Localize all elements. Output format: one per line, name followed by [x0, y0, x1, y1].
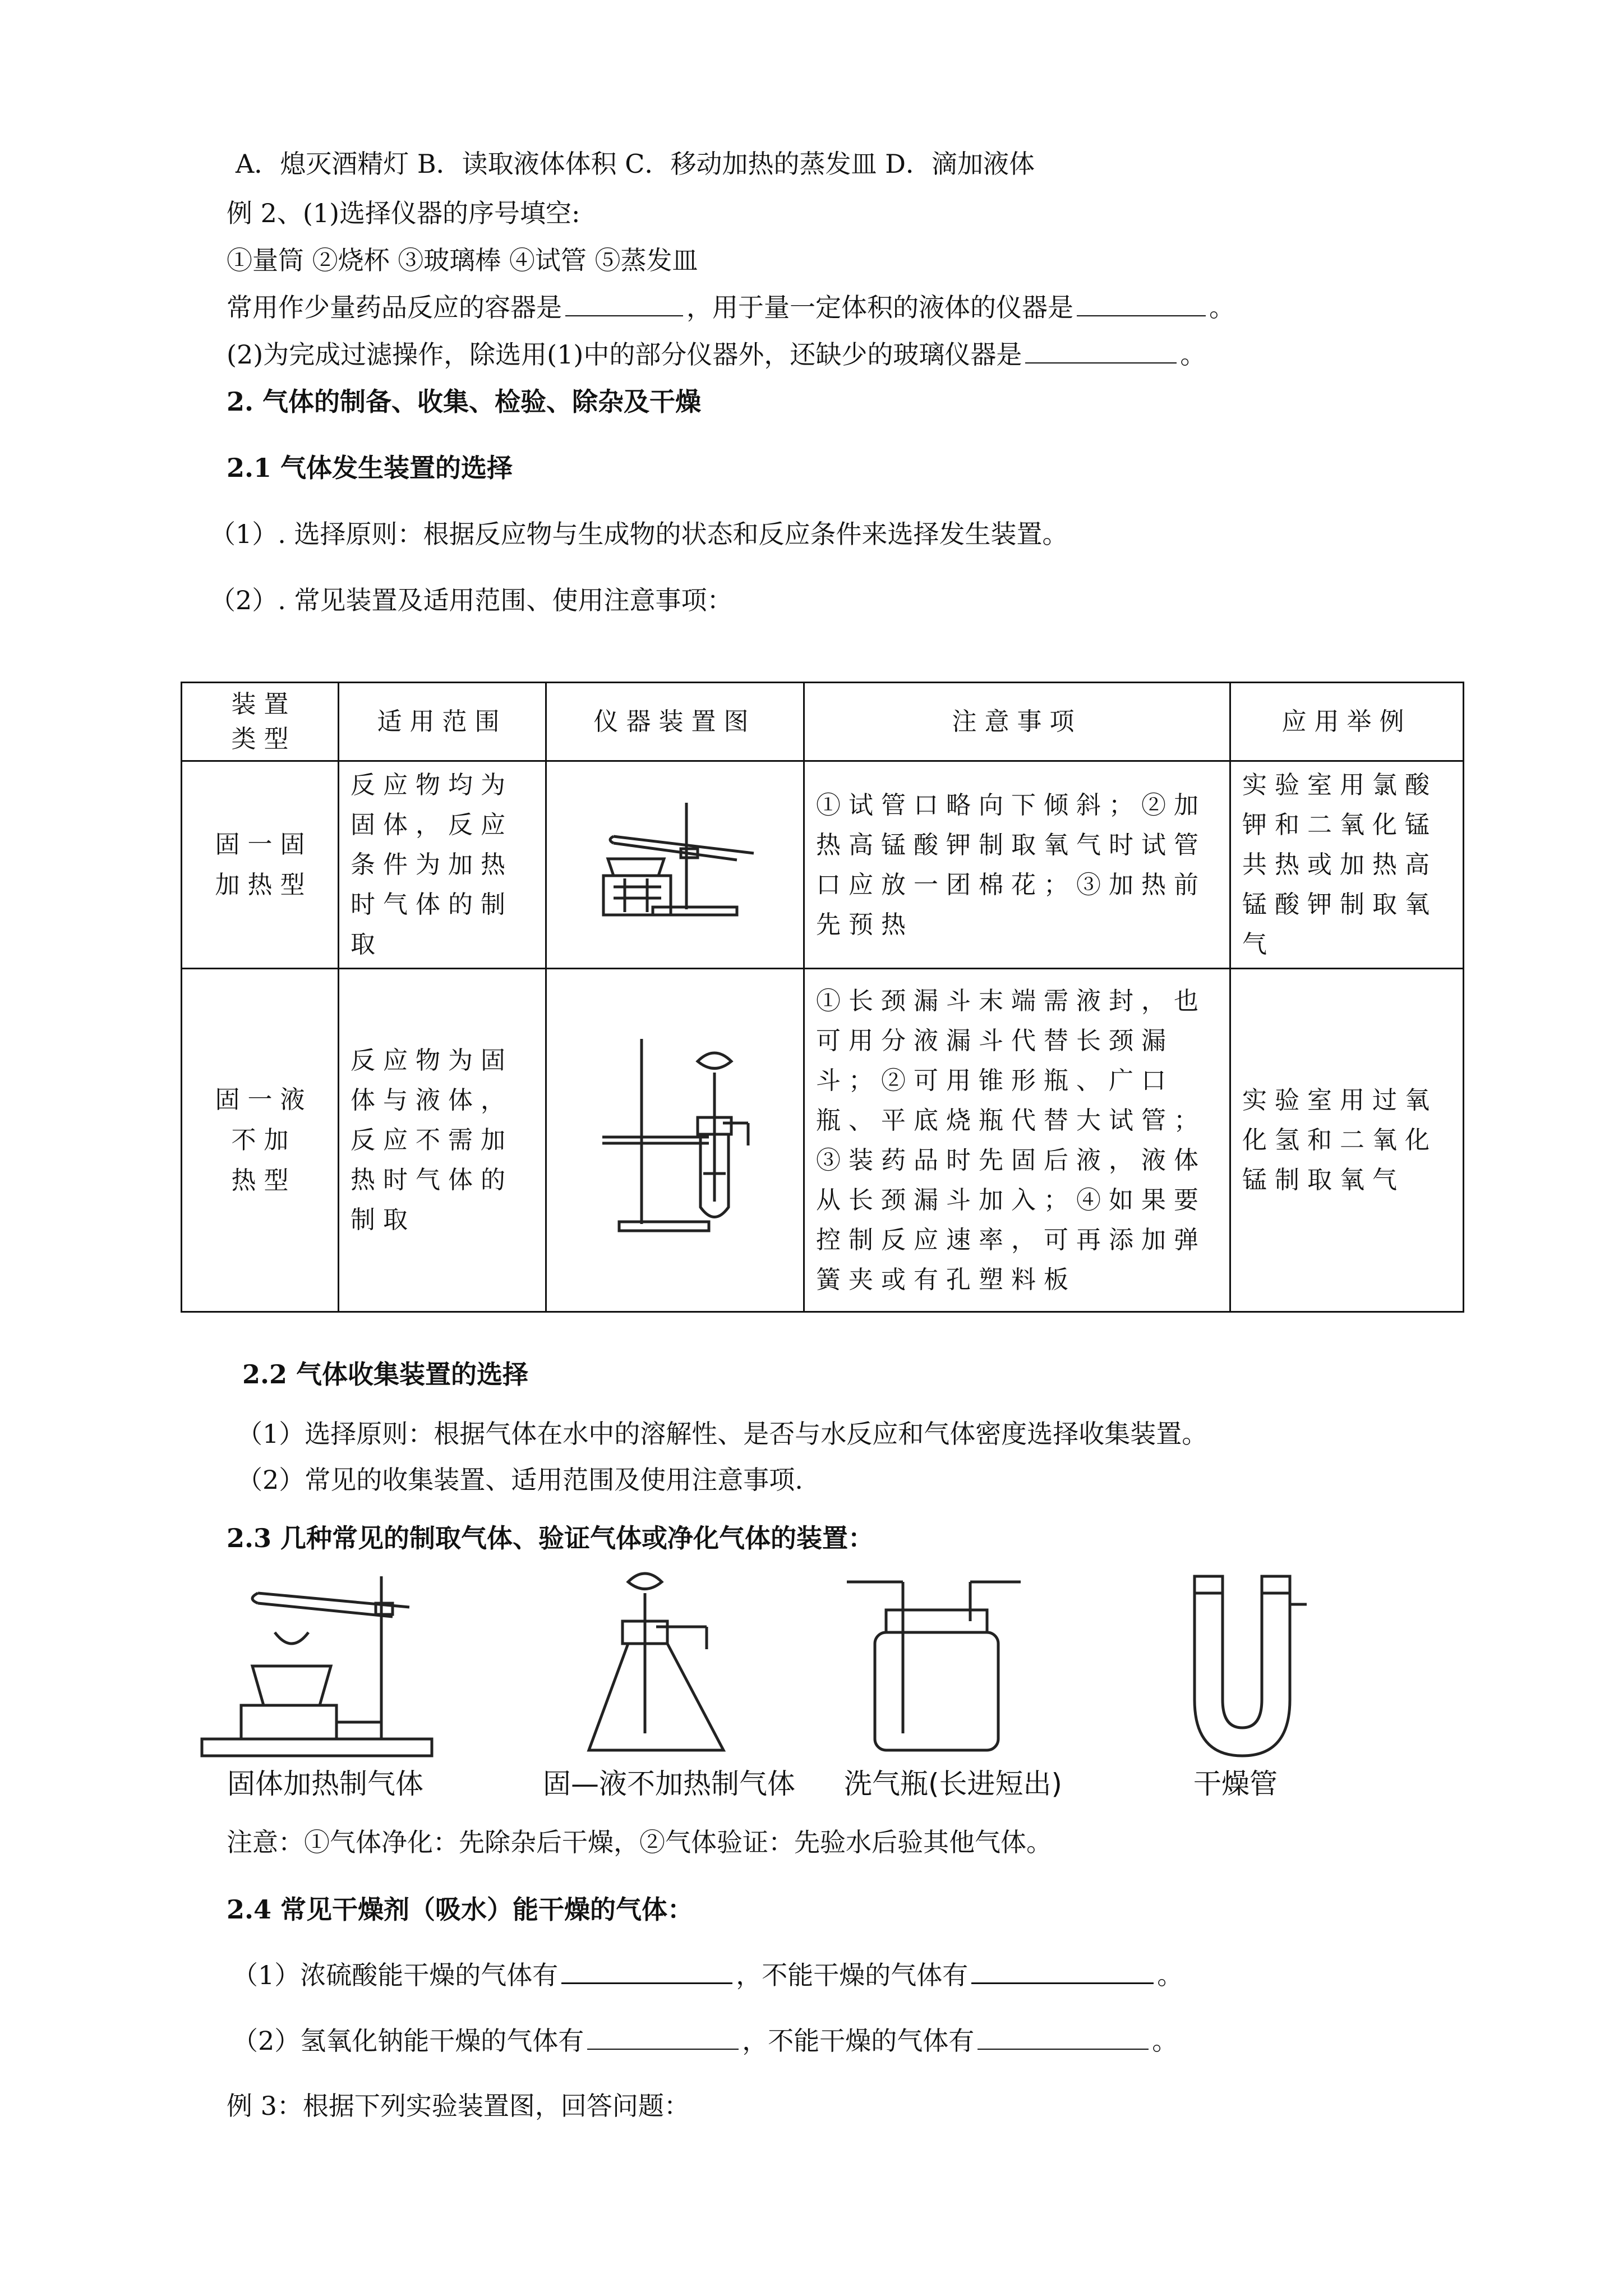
caption-solid-liquid: 固—液不加热制气体: [543, 1768, 795, 1800]
table-header-row: [182, 683, 1464, 761]
section-2-4-heading: 2.4 常见干燥剂（吸水）能干燥的气体：: [227, 1894, 694, 1925]
caption-gas-washing-bottle: 洗气瓶(长进短出): [844, 1768, 1063, 1800]
header-scope: 适用范围: [339, 683, 546, 761]
answer-blank-2[interactable]: [1077, 291, 1206, 316]
answer-blank-1[interactable]: [565, 291, 683, 316]
caption-drying-tube: 干燥管: [1193, 1768, 1278, 1800]
answer-blank-3[interactable]: [1025, 338, 1177, 364]
solid-liquid-apparatus-icon: [591, 1033, 759, 1235]
generator-device-table: [181, 682, 1464, 1313]
answer-blank-4[interactable]: [561, 1958, 732, 1984]
question-line-2: (2)为完成过滤操作，除选用(1)中的部分仪器外，还缺少的玻璃仪器是 。: [227, 338, 1206, 371]
answer-blank-7[interactable]: [978, 2024, 1149, 2050]
section-2-2-heading: 2.2 气体收集装置的选择: [242, 1359, 529, 1389]
header-figure: 仪器装置图: [546, 683, 804, 761]
solid-heating-gas-generator-icon: [196, 1565, 454, 1761]
collection-principle: （1）选择原则：根据气体在水中的溶解性、是否与水反应和气体密度选择收集装置。: [237, 1419, 1208, 1449]
sulfuric-acid-question: （1）浓硫酸能干燥的气体有 ，不能干燥的气体有 。: [232, 1958, 1183, 1992]
collection-devices-note: （2）常见的收集装置、适用范围及使用注意事项.: [237, 1465, 803, 1495]
row2-type: 固 一 液 不 加 热 型: [182, 969, 339, 1312]
row2-scope: 反应物为固体与液体，反应不需加热时气体的制取: [339, 969, 546, 1312]
row1-type: 固 一 固 加 热 型: [182, 761, 339, 969]
options-line: A．熄灭酒精灯 B．读取液体体积 C．移动加热的蒸发皿 D．滴加液体: [236, 149, 1035, 179]
answer-blank-5[interactable]: [971, 1958, 1154, 1984]
header-notes: 注意事项: [804, 683, 1230, 761]
sodium-hydroxide-question: （2）氢氧化钠能干燥的气体有 ，不能干燥的气体有 。: [232, 2024, 1178, 2058]
header-example: 应用举例: [1230, 683, 1464, 761]
header-device-type: 装 置 类 型: [182, 683, 339, 761]
row2-example: 实验室用过氧化氢和二氧化锰制取氧气: [1230, 969, 1464, 1312]
drying-tube-icon: [1178, 1565, 1312, 1761]
example2-title: 例 2、(1)选择仪器的序号填空:: [227, 198, 580, 228]
common-devices-intro: （2）. 常见装置及适用范围、使用注意事项：: [210, 585, 733, 615]
instrument-list: ①量筒 ②烧杯 ③玻璃棒 ④试管 ⑤蒸发皿: [227, 245, 698, 275]
table-row: [182, 969, 1464, 1312]
selection-principle: （1）. 选择原则：根据反应物与生成物的状态和反应条件来选择发生装置。: [210, 519, 1068, 549]
solid-liquid-gas-generator-icon: [578, 1565, 746, 1761]
section-2-1-heading: 2.1 气体发生装置的选择: [227, 453, 513, 483]
row1-example: 实验室用氯酸钾和二氧化锰共热或加热高锰酸钾制取氧气: [1230, 761, 1464, 969]
row1-scope: 反应物均为固体，反应条件为加热时气体的制取: [339, 761, 546, 969]
table-row: [182, 761, 1464, 969]
caption-solid-heating: 固体加热制气体: [227, 1768, 423, 1800]
section-2-3-heading: 2.3 几种常见的制取气体、验证气体或净化气体的装置：: [227, 1523, 874, 1553]
question-line-1: 常用作少量药品反应的容器是 ，用于量一定体积的液体的仪器是 。: [227, 291, 1235, 324]
gas-washing-bottle-icon: [836, 1565, 1038, 1761]
row2-figure: [546, 969, 804, 1312]
row1-figure: [546, 761, 804, 969]
solid-heating-apparatus-icon: [591, 797, 759, 921]
example3-title: 例 3：根据下列实验装置图，回答问题：: [227, 2091, 690, 2121]
purification-note: 注意：①气体净化：先除杂后干燥，②气体验证：先验水后验其他气体。: [227, 1827, 1052, 1857]
section-2-heading: 2. 气体的制备、收集、检验、除杂及干燥: [227, 386, 702, 417]
row2-notes: ①长颈漏斗末端需液封，也可用分液漏斗代替长颈漏斗；②可用锥形瓶、广口瓶、平底烧瓶代替大试管；③装药品时先固后液，液体从长颈漏斗加入；④如果要控制反应速率，可再添加弹簧夹或有孔塑料板: [804, 969, 1230, 1312]
answer-blank-6[interactable]: [587, 2024, 739, 2050]
row1-notes: ①试管口略向下倾斜；②加热高锰酸钾制取氧气时试管口应放一团棉花；③加热前先预热: [804, 761, 1230, 969]
